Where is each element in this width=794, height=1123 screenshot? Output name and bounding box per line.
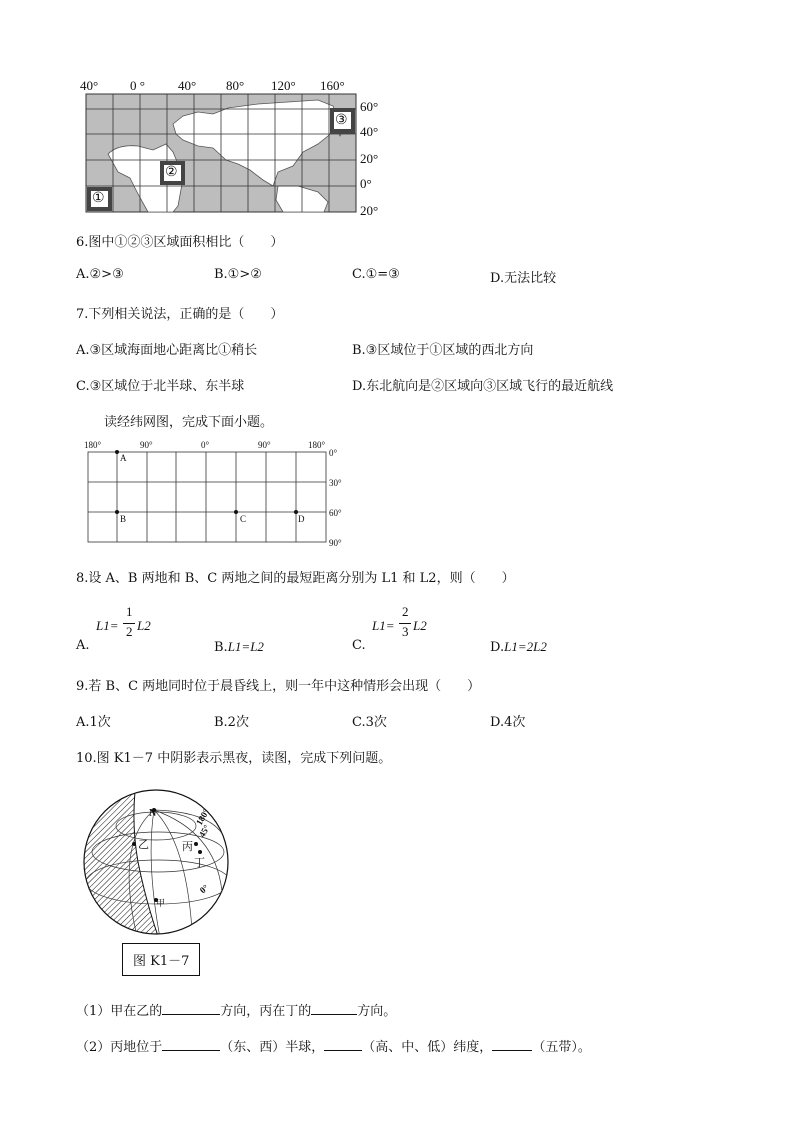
region-3-label: ③	[335, 112, 348, 128]
question-10: 10.图 K1－7 中阴影表示黑夜，读图，完成下列问题。	[76, 751, 392, 766]
q8-option-b[interactable]	[214, 636, 264, 655]
point-a-label: A	[120, 453, 127, 463]
globe-label-ding: 丁	[194, 856, 205, 869]
grid-lat-label: 60°	[329, 508, 342, 518]
map-lon-label: 40°	[178, 78, 197, 93]
grid-lon-label: 90°	[140, 440, 153, 450]
q10-sub1-part3: 方向。	[357, 1004, 397, 1019]
grid-lat-label: 30°	[329, 478, 342, 488]
point-c-label: C	[240, 514, 247, 524]
q8-a-rhs: L2	[137, 618, 151, 633]
q8-c-num: 2	[402, 604, 409, 619]
q9-option-a[interactable]: A.1次	[76, 715, 111, 730]
q10-sub1-part2: 方向，丙在丁的	[220, 1004, 312, 1019]
figure-caption: 图 K1－7	[122, 943, 200, 976]
map-lat-label: 0°	[360, 176, 372, 191]
q10-sub-2	[76, 1036, 591, 1055]
map-lon-label: 160°	[320, 78, 345, 93]
grid-lon-label: 180°	[308, 440, 326, 450]
q8-a-den: 2	[126, 624, 133, 639]
globe-figure	[76, 782, 236, 942]
globe-label-0: 0°	[197, 882, 211, 896]
grid-lon-label: 180°	[84, 440, 102, 450]
q10-blank-1[interactable]	[162, 1002, 220, 1015]
grid-lon-label: 90°	[258, 440, 271, 450]
q7-option-b[interactable]: B.③区域位于①区域的西北方向	[352, 343, 534, 358]
q8-d-prefix: D.	[490, 640, 505, 655]
q8-c-lhs: L1=	[372, 618, 395, 633]
q8-b-eq: L1=L2	[227, 639, 264, 654]
point-d-label: D	[298, 514, 305, 524]
q10-sub2-part4: （五带）。	[532, 1040, 591, 1055]
q7-option-d[interactable]: D.东北航向是②区域向③区域飞行的最近航线	[352, 379, 614, 394]
q9-option-c[interactable]: C.3次	[352, 715, 387, 730]
question-6: 6.图中①②③区域面积相比（ ）	[76, 235, 284, 250]
q10-blank-2[interactable]	[311, 1002, 357, 1015]
map-lat-label: 60°	[360, 99, 379, 114]
map-lat-label: 20°	[360, 151, 379, 166]
map-lat-label: 40°	[360, 124, 379, 139]
map-lon-label: 80°	[226, 78, 245, 93]
globe-label-jia: 甲	[156, 899, 166, 909]
q8-c-den: 3	[402, 624, 409, 639]
point-b-label: B	[120, 514, 127, 524]
grid-lat-label: 90°	[329, 538, 342, 548]
q8-a-prefix: A.	[76, 638, 90, 653]
q6-option-c[interactable]: C.①=③	[352, 267, 400, 282]
grid-lat-label: 0°	[329, 448, 338, 458]
q10-sub-1	[76, 1000, 396, 1019]
q8-d-eq: L1=2L2	[504, 639, 547, 654]
q10-sub2-part3: （高、中、低）纬度，	[362, 1040, 493, 1055]
lat-lon-grid	[84, 440, 354, 552]
q8-b-prefix: B.	[214, 640, 228, 655]
world-grid-map	[78, 74, 398, 219]
q8-c-prefix: C.	[352, 638, 366, 653]
question-7: 7.下列相关说法，正确的是（ ）	[76, 307, 284, 322]
q8-option-a[interactable]	[76, 604, 196, 654]
map-lat-label: 20°	[360, 203, 379, 218]
q7-option-c[interactable]: C.③区域位于北半球、东半球	[76, 379, 245, 394]
map-lon-label: 40°	[80, 78, 99, 93]
question-8: 8.设 A、B 两地和 B、C 两地之间的最短距离分别为 L1 和 L2，则（ ）	[76, 571, 515, 586]
q9-option-d[interactable]: D.4次	[490, 715, 526, 730]
q10-sub2-part2: （东、西）半球，	[220, 1040, 325, 1055]
q8-option-d[interactable]	[490, 636, 547, 655]
q6-option-d[interactable]: D.无法比较	[490, 271, 557, 286]
map-lon-label: 0 °	[130, 78, 145, 93]
q8-a-num: 1	[126, 604, 133, 619]
q7-option-a[interactable]: A.③区域海面地心距离比①稍长	[76, 343, 258, 358]
globe-label-180: 180°	[193, 807, 212, 827]
q10-blank-3[interactable]	[162, 1038, 220, 1051]
region-1-label: ①	[92, 190, 105, 206]
intro-text: 读经纬网图，完成下面小题。	[104, 415, 274, 430]
q10-sub2-part1: （2）丙地位于	[76, 1040, 163, 1055]
globe-label-45: 45°	[196, 823, 212, 839]
q8-a-lhs: L1=	[96, 618, 119, 633]
map-lon-label: 120°	[271, 78, 296, 93]
q8-c-rhs: L2	[413, 618, 427, 633]
q10-sub1-part1: （1）甲在乙的	[76, 1004, 163, 1019]
q10-blank-4[interactable]	[324, 1038, 362, 1051]
q8-option-c[interactable]	[352, 604, 472, 654]
q10-blank-5[interactable]	[492, 1038, 532, 1051]
q6-option-a[interactable]: A.②>③	[76, 267, 124, 282]
globe-label-n: N	[149, 808, 157, 819]
globe-label-bing: 丙	[182, 840, 193, 853]
q9-option-b[interactable]: B.2次	[214, 715, 249, 730]
q6-option-b[interactable]: B.①>②	[214, 267, 262, 282]
region-2-label: ②	[165, 164, 178, 180]
grid-lon-label: 0°	[201, 440, 210, 450]
globe-label-yi: 乙	[138, 838, 149, 851]
world-map-svg	[78, 74, 398, 219]
question-9: 9.若 B、C 两地同时位于晨昏线上，则一年中这种情形会出现（ ）	[76, 679, 481, 694]
globe-svg	[76, 782, 236, 942]
